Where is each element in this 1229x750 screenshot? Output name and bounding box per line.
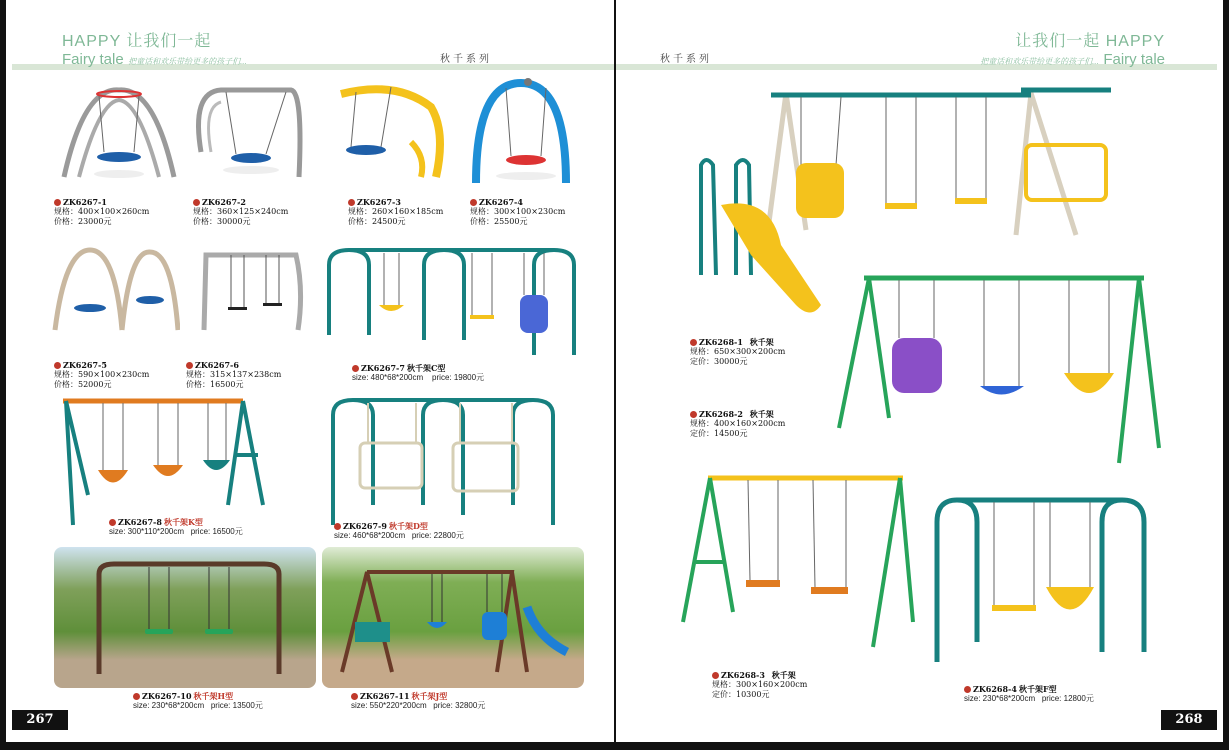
item-code: ZK6267-1 — [63, 197, 107, 207]
item-zk6267-11 — [351, 691, 485, 711]
swing-zk6267-2-image — [191, 82, 311, 187]
item-code: ZK6267-4 — [479, 197, 523, 207]
brand-sub: 把童话和欢乐带给更多的孩子们... — [128, 57, 247, 66]
item-spec: 规格：400×160×200cm — [690, 419, 786, 428]
swing-zk6267-10-image — [89, 559, 289, 679]
item-zk6267-4 — [470, 197, 565, 227]
brand-sub: 把童话和欢乐带给更多的孩子们... — [980, 57, 1099, 66]
swing-zk6267-6-image — [196, 240, 306, 335]
swing-zk6267-3-image — [336, 82, 451, 187]
series-title: 秋千系列 — [660, 54, 712, 65]
item-code: ZK6267-9 — [343, 521, 387, 531]
item-zk6267-1 — [54, 197, 149, 227]
item-name: 秋千架 — [749, 337, 774, 347]
brand-block — [62, 28, 247, 69]
bullet-icon — [193, 199, 200, 206]
item-code: ZK6267-7 — [361, 363, 405, 373]
bullet-icon — [690, 411, 697, 418]
item-zk6268-3 — [712, 670, 807, 700]
bullet-icon — [690, 339, 697, 346]
item-price: 价格：16500元 — [186, 380, 244, 389]
item-code: ZK6267-8 — [118, 517, 162, 527]
swing-zk6267-9-image — [328, 395, 558, 530]
bullet-icon — [186, 362, 193, 369]
bullet-icon — [352, 365, 359, 372]
item-name: 秋千架H型 — [193, 691, 234, 701]
item-zk6267-10 — [133, 691, 263, 711]
item-price: 定价：14500元 — [690, 429, 748, 438]
bullet-icon — [351, 693, 358, 700]
swing-zk6267-7-image — [324, 245, 584, 360]
brand-block — [980, 28, 1165, 69]
item-code: ZK6267-11 — [360, 691, 410, 701]
photo-zk6267-10 — [54, 547, 316, 688]
bullet-icon — [470, 199, 477, 206]
item-code: ZK6268-2 — [699, 409, 743, 419]
brand-title: 让我们一起 HAPPY — [1015, 33, 1165, 50]
right-page — [616, 0, 1223, 742]
brand-title: HAPPY 让我们一起 — [62, 33, 212, 50]
bullet-icon — [964, 686, 971, 693]
item-price: 价格：25500元 — [470, 217, 528, 226]
swing-zk6268-3-image — [678, 472, 918, 654]
item-code: ZK6267-2 — [202, 197, 246, 207]
item-price: 定价：30000元 — [690, 357, 748, 366]
item-name: 秋千架 — [749, 409, 774, 419]
item-size: size: 230*68*200cm — [964, 694, 1036, 703]
item-price: price: 32800元 — [433, 701, 486, 710]
bullet-icon — [109, 519, 116, 526]
item-price: price: 13500元 — [210, 701, 263, 710]
item-name: 秋千架D型 — [388, 521, 428, 531]
page-number: 267 — [12, 710, 68, 730]
item-zk6267-8 — [109, 517, 243, 537]
item-code: ZK6268-1 — [699, 337, 743, 347]
item-zk6268-4 — [964, 684, 1094, 704]
item-spec: 规格：650×300×200cm — [690, 347, 786, 356]
item-zk6267-7 — [352, 363, 484, 383]
item-price: 价格：30000元 — [193, 217, 251, 226]
bullet-icon — [334, 523, 341, 530]
item-name: 秋千架C型 — [406, 363, 446, 373]
item-spec: 规格：400×100×260cm — [54, 207, 150, 216]
page-number: 268 — [1161, 710, 1217, 730]
item-spec: 规格：300×160×200cm — [712, 680, 808, 689]
item-size: size: 550*220*200cm — [351, 701, 427, 710]
swing-zk6267-8-image — [58, 395, 268, 535]
item-zk6267-3 — [348, 197, 443, 227]
item-code: ZK6267-3 — [357, 197, 401, 207]
bullet-icon — [348, 199, 355, 206]
swing-zk6267-4-image — [466, 78, 576, 188]
item-spec: 规格：360×125×240cm — [193, 207, 289, 216]
item-size: size: 460*68*200cm — [334, 531, 406, 540]
bullet-icon — [54, 199, 61, 206]
item-price: price: 12800元 — [1041, 694, 1094, 703]
item-name: 秋千架 — [771, 670, 796, 680]
item-code: ZK6267-6 — [195, 360, 239, 370]
item-code: ZK6268-4 — [973, 684, 1017, 694]
item-price: price: 19800元 — [432, 373, 485, 382]
item-name: 秋千架J型 — [411, 691, 448, 701]
item-size: size: 230*68*200cm — [133, 701, 205, 710]
series-title: 秋千系列 — [440, 54, 492, 65]
photo-zk6267-11 — [322, 547, 584, 688]
item-price: 价格：24500元 — [348, 217, 406, 226]
item-code: ZK6268-3 — [721, 670, 765, 680]
swing-zk6267-11-image — [337, 562, 577, 682]
item-name: 秋千架F型 — [1018, 684, 1057, 694]
item-spec: 规格：300×100×230cm — [470, 207, 566, 216]
item-zk6268-1 — [690, 337, 785, 367]
item-spec: 规格：590×100×230cm — [54, 370, 150, 379]
item-price: 价格：52000元 — [54, 380, 112, 389]
item-zk6267-9 — [334, 521, 464, 541]
item-name: 秋千架K型 — [163, 517, 203, 527]
brand-line2: Fairy tale — [1103, 51, 1165, 68]
item-size: size: 480*68*200cm — [352, 373, 424, 382]
item-price: 定价：10300元 — [712, 690, 770, 699]
brand-line2: Fairy tale — [62, 51, 124, 68]
bullet-icon — [133, 693, 140, 700]
item-zk6267-5 — [54, 360, 149, 390]
item-zk6267-6 — [186, 360, 281, 390]
item-zk6267-2 — [193, 197, 288, 227]
bullet-icon — [712, 672, 719, 679]
swing-zk6268-4-image — [932, 492, 1152, 667]
item-price: price: 16500元 — [190, 527, 243, 536]
item-spec: 规格：260×160×185cm — [348, 207, 444, 216]
swing-zk6268-2-image — [834, 268, 1166, 473]
item-code: ZK6267-5 — [63, 360, 107, 370]
item-price: 价格：23000元 — [54, 217, 112, 226]
item-zk6268-2 — [690, 409, 785, 439]
item-spec: 规格：315×137×238cm — [186, 370, 282, 379]
swing-zk6267-1-image — [54, 82, 184, 187]
item-code: ZK6267-10 — [142, 691, 192, 701]
item-size: size: 300*110*200cm — [109, 527, 185, 536]
swing-zk6267-5-image — [50, 240, 180, 335]
left-page — [6, 0, 614, 742]
bullet-icon — [54, 362, 61, 369]
item-price: price: 22800元 — [411, 531, 464, 540]
